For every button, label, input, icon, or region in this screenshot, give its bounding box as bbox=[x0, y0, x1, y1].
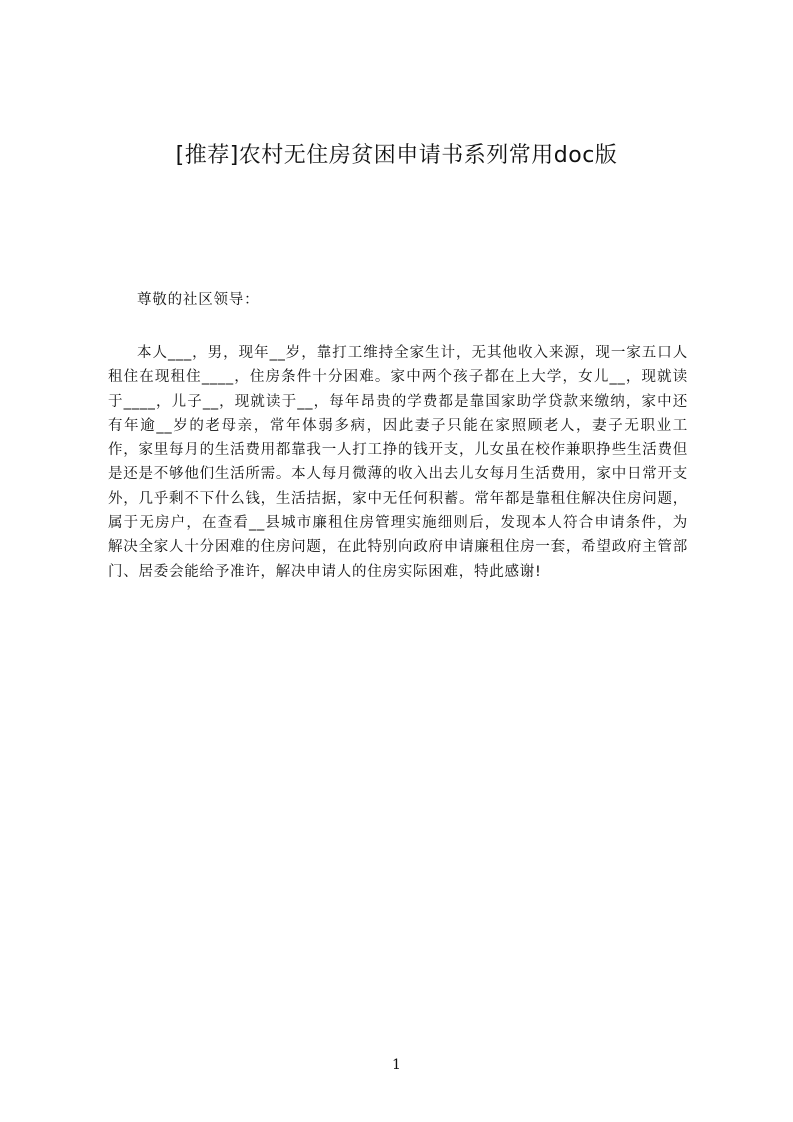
document-title: [推荐]农村无住房贫困申请书系列常用doc版 bbox=[175, 143, 618, 168]
page-number: 1 bbox=[392, 1057, 401, 1073]
salutation: 尊敬的社区领导： bbox=[137, 292, 260, 308]
body-paragraph: 本人___，男，现年__岁，靠打工维持全家生计，无其他收入来源，现一家五口人租住在现租住____，住房条件十分困难。家中两个孩子都在上大学，女儿__，现就读于____，儿子__，现就读于__，每年昂贵的学费都是靠国家助学贷款来缴纳，家中还有年逾__岁的老母亲，常年体弱多病，因此妻子只能在家照顾老人，妻子无职业工作，家里每月的生活费用都靠我一人打工挣的钱开支，儿女虽在校作兼职挣些生活费但是还是不够他们生活所需。本人每月微薄的收入出去儿女每月生活费用，家中日常开支外，几乎剩不下什么钱，生活拮据，家中无任何积蓄。常年都是靠租住解决住房问题，属于无房户，在查看__县城市廉租住房管理实施细则后，发现本人符合申请条件，为解决全家人十分困难的住房问题，在此特别向政府申请廉租住房一套，希望政府主管部门、居委会能给予准许，解决申请人的住房实际困难，特此感谢! bbox=[108, 345, 688, 580]
